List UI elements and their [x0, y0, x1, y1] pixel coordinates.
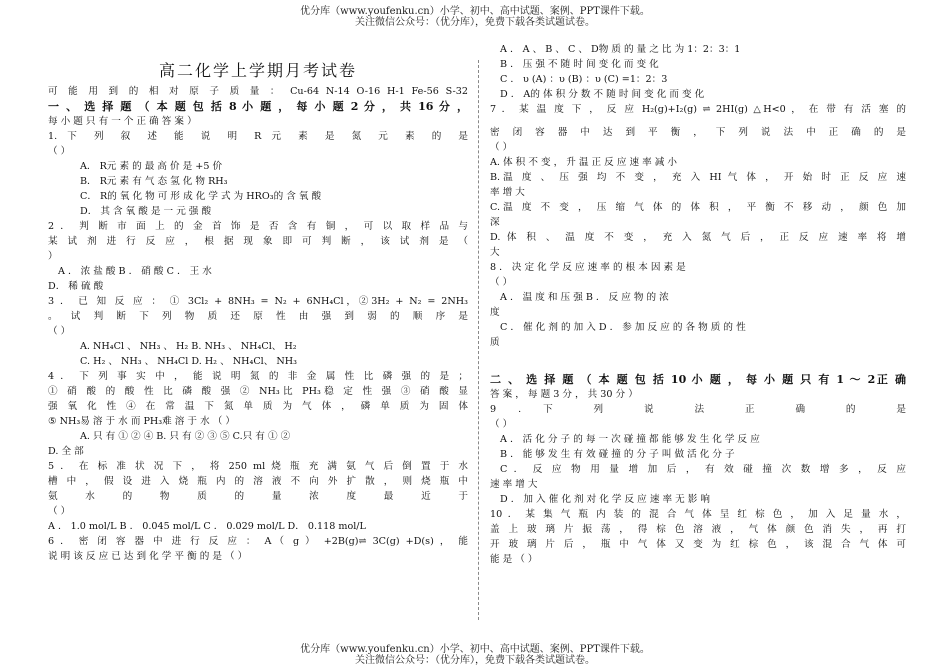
options-4: A. 只 有 ① ② ④ B. 只 有 ② ③ ⑤ C.只 有 ① ②: [80, 431, 291, 442]
option-6a: A ． A 、 B 、 C 、 D物 质 的 量 之 比 为 1：2：3：1: [500, 44, 741, 55]
option-7c: C.温 度 不 变 ， 压 缩 气 体 的 体 积 ， 平 衡 不 移 动 ， 颜 色 加: [490, 202, 906, 213]
question-5-cont-2: 氨 水 的 物 质 的 量 浓 度 最 近 于: [48, 491, 468, 502]
option-8d-cont: 质: [490, 337, 500, 348]
question-3-cont: 。 试 判 断 下 列 物 质 还 原 性 由 强 到 弱 的 顺 序 是: [48, 311, 468, 322]
right-column: [490, 26, 906, 567]
options-3ab: A. NH₄Cl 、 NH₃ 、 H₂ B. NH₃ 、 NH₄Cl、 H₂: [80, 341, 297, 352]
watermark-line-1: 优分库（www.youfenku.cn）小学、初中、高中试题、案例、PPT课件下载。: [300, 644, 650, 655]
question-8: 8 ． 决 定 化 学 反 应 速 率 的 根 本 因 素 是: [490, 262, 686, 273]
option-7c-cont: 深: [490, 217, 500, 228]
section-two-note: 答 案 ， 每 题 3 分 ， 共 30 分 ）: [490, 389, 638, 400]
answer-blank: （ ）: [48, 506, 71, 517]
options-5: A ． 1.0 mol/L B ． 0.045 mol/L C ． 0.029 mol/L D． 0.118 mol/L: [48, 521, 366, 532]
question-7: 7 ． 某 温 度 下 ， 反 应 H₂(g)+I₂(g) ⇌ 2HI(g) △H<0 ， 在 带 有 活 塞 的: [490, 104, 906, 115]
option-6b: B ． 压 强 不 随 时 间 变 化 而 变 化: [500, 59, 659, 70]
answer-blank: （ ）: [490, 142, 513, 153]
question-6: 6 ． 密 闭 容 器 中 进 行 反 应 ： A（ g ） +2B(g)⇌ 3C(g) +D(s) ， 能: [48, 536, 468, 547]
question-1: 1. 下 列 叙 述 能 说 明 R 元 素 是 氮 元 素 的 是: [48, 131, 468, 142]
answer-blank: （ ）: [48, 146, 71, 157]
question-5: 5 ． 在 标 准 状 况 下 ， 将 250 ml 烧 瓶 充 满 氨 气 后 倒 置 于 水: [48, 461, 468, 472]
answer-blank: ）: [48, 251, 58, 262]
question-5-cont: 槽 中 ， 假 设 进 入 烧 瓶 内 的 溶 液 不 向 外 扩 散 ， 则 烧 瓶 中: [48, 476, 468, 487]
option-9c: C ． 反 应 物 用 量 增 加 后 ， 有 效 碰 撞 次 数 增 多 ， 反 应: [500, 464, 906, 475]
option-7b-cont: 率 增 大: [490, 187, 525, 198]
watermark-header: [0, 6, 950, 28]
question-10-cont-3: 能 是 （ ）: [490, 554, 538, 565]
atomic-mass-line: 可 能 用 到 的 相 对 原 子 质 量 ： Cu-64 N-14 O-16 H-1 Fe-56 S-32: [48, 86, 468, 97]
watermark-line-1: 优分库（www.youfenku.cn）小学、初中、高中试题、案例、PPT课件下载。: [300, 6, 650, 17]
question-9: 9 . 下 列 说 法 正 确 的 是: [490, 404, 906, 415]
section-two-heading: 二 、 选 择 题 （ 本 题 包 括 10 小 题 ， 每 小 题 只 有 1 ～ 2正 确: [490, 373, 906, 386]
answer-blank: （ ）: [490, 277, 513, 288]
spacer: [490, 117, 906, 125]
watermark-line-2: 关注微信公众号：（优分库），免费下载各类试题试卷。: [355, 17, 595, 28]
options-3cd: C. H₂ 、 NH₃ 、 NH₄Cl D. H₂ 、 NH₄Cl、 NH₃: [80, 356, 297, 367]
question-10: 10 ． 某 集 气 瓶 内 装 的 混 合 气 体 呈 红 棕 色 ， 加 入 足 量 水 ，: [490, 509, 906, 520]
watermark-line-2: 关注微信公众号：（优分库），免费下载各类试题试卷。: [355, 655, 595, 666]
question-10-cont: 盖 上 玻 璃 片 振 荡 ， 得 棕 色 溶 液 ， 气 体 颜 色 消 失 ， 再 打: [490, 524, 906, 535]
option-7a: A. 体 积 不 变 ， 升 温 正 反 应 速 率 减 小: [490, 157, 677, 168]
column-divider: [478, 60, 479, 620]
option-6c: C ． υ (A) ：υ (B) ：υ (C) =1：2：3: [500, 74, 668, 85]
watermark-footer: [0, 644, 950, 666]
option-7b: B.温 度 、 压 强 均 不 变 ， 充 入 HI 气 体 ， 开 始 时 正 反 应 速: [490, 172, 906, 183]
option-1a: A． R元 素 的 最 高 价 是 +5 价: [80, 161, 223, 172]
question-6-cont: 说 明 该 反 应 已 达 到 化 学 平 衡 的 是 （ ）: [48, 551, 248, 562]
option-1c: C． R的 氧 化 物 可 形 成 化 学 式 为 HRO₃的 含 氧 酸: [80, 191, 322, 202]
options-8cd: C ． 催 化 剂 的 加 入 D ． 参 加 反 应 的 各 物 质 的 性: [500, 322, 746, 333]
option-9d: D ． 加 入 催 化 剂 对 化 学 反 应 速 率 无 影 响: [500, 494, 710, 505]
option-8b-cont: 度: [490, 307, 500, 318]
option-7d-cont: 大: [490, 247, 500, 258]
answer-blank: （ ）: [48, 326, 71, 337]
exam-title: 高二化学上学期月考试卷: [158, 61, 357, 80]
spacer: [490, 350, 906, 372]
option-9a: A ． 活 化 分 子 的 每 一 次 碰 撞 都 能 够 发 生 化 学 反 应: [500, 434, 760, 445]
option-6d: D ． A的 体 积 分 数 不 随 时 间 变 化 而 变 化: [500, 89, 705, 100]
question-10-cont-2: 开 玻 璃 片 后 ， 瓶 中 气 体 又 变 为 红 棕 色 ， 该 混 合 气 体 可: [490, 539, 906, 550]
option-9b: B ． 能 够 发 生 有 效 碰 撞 的 分 子 叫 做 活 化 分 子: [500, 449, 735, 460]
section-one-note: 每 小 题 只 有 一 个 正 确 答 案 ）: [48, 116, 197, 127]
question-3: 3 ． 已 知 反 应 ： ① 3Cl₂ + 8NH₃ = N₂ + 6NH₄Cl，②3H₂ + N₂ = 2NH₃: [48, 296, 468, 307]
options-8ab: A ． 温 度 和 压 强 B ． 反 应 物 的 浓: [500, 292, 669, 303]
option-9c-cont: 速 率 增 大: [490, 479, 538, 490]
question-4-fact-1: ① 硝 酸 的 酸 性 比 磷 酸 强 ② NH₃比 PH₃稳 定 性 强 ③ 硝 酸 显: [48, 386, 468, 397]
option-7d: D. 体 积 、 温 度 不 变 ， 充 入 氮 气 后 ， 正 反 应 速 率 将 增: [490, 232, 906, 243]
answer-blank: （ ）: [490, 419, 513, 430]
question-7-cont: 密 闭 容 器 中 达 到 平 衡 ， 下 列 说 法 中 正 确 的 是: [490, 127, 906, 138]
spacer: [490, 26, 906, 34]
left-column: [48, 26, 468, 564]
spacer: [490, 34, 906, 42]
option-4d: D. 全 部: [48, 446, 84, 457]
question-4-fact-2: 强 氧 化 性 ④ 在 常 温 下 氮 单 质 为 气 体 ， 磷 单 质 为 固 体: [48, 401, 468, 412]
question-4: 4 ． 下 列 事 实 中 ， 能 说 明 氮 的 非 金 属 性 比 磷 强 的 是 ；: [48, 371, 468, 382]
option-2d: D． 稀 硫 酸: [48, 281, 104, 292]
question-2-cont: 某 试 剂 进 行 反 应 ， 根 据 现 象 即 可 判 断 ， 该 试 剂 是 （: [48, 236, 468, 247]
question-2: 2 ． 判 断 市 面 上 的 金 首 饰 是 否 含 有 铜 ， 可 以 取 样 品 与: [48, 221, 468, 232]
section-one-heading: 一 、 选 择 题 （ 本 题 包 括 8 小 题 ， 每 小 题 2 分 ， 共 16 分 ，: [48, 100, 468, 113]
question-4-fact-3: ⑤ NH₃易 溶 于 水 而 PH₃难 溶 于 水 （ ）: [48, 416, 235, 427]
options-2: A ． 浓 盐 酸 B ． 硝 酸 C ． 王 水: [58, 266, 212, 277]
option-1d: D． 其 含 氧 酸 是 一 元 强 酸: [80, 206, 212, 217]
option-1b: B． R元 素 有 气 态 氢 化 物 RH₃: [80, 176, 228, 187]
